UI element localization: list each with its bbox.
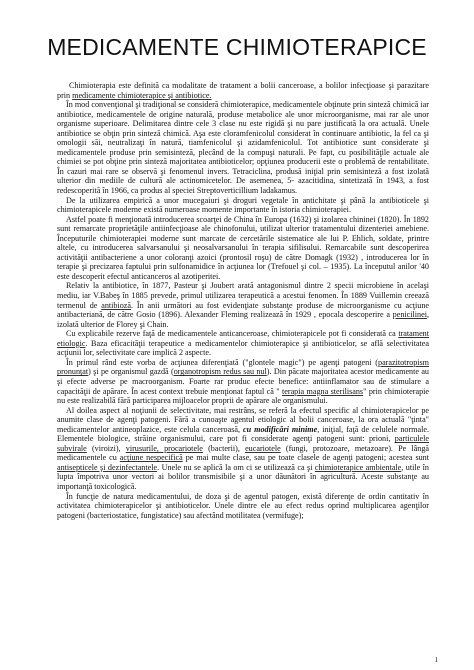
underlined-term: terapia magna sterilisans xyxy=(282,386,364,396)
text-run: În mod convenţional şi tradiţional se consideră chimioterapice, medicamentele obţinute prin sinteză chimică iar antibiotice, medicamentele de origine naturală, produse metabolice ale unor microorganisme, mai rar ale unor organisme superioare. Delimitarea dintre cele 3 clase nu este rigidă şi nu pare justificată la ora actuală. Unele antibiotice se obţin prin sinteză chimică. Aşa este cloramfenicolul considerat în continuare antibiotic, la fel ca şi omologii săi, neutralizaţi în natură, tiamfenicolul şi azidamfenicolul. Tot antibiotice sunt considerate şi medicamentele produse prin semisinteză, plecând de la compuşi naturali. Pe fapt, cu posibilităţile actuale ale chimiei se pot obţine prin sinteză majoritatea antibioticelor; opţiunea producerii este o problemă de rentabilitate. În cazuri mai rare se observă şi fenomenul invers. Tetraciclina, produsă iniţial prin semisinteză a fost izolată ulterior din mediile de cultură ale actinomicetelor. De asemenea, 5- azacitidina, sintetizată în 1943, a fost redescoperită în 1966, ca produs al speciei Streptoverticillium ladakamus. xyxy=(57,100,429,196)
paragraph-2 xyxy=(57,100,429,195)
text-run: Astfel poate fi menţionată introducerea scoarţei de China în Europa (1632) şi izolarea chininei (1820). În 1892 sunt remarcate proprietăţile antiinfecţioase ale chinofonului, utilizat ulterior tratamentului dizenteriei amebiene. Începuturile chimioterapiei moderne sunt marcate de cercetările sistematice ale lui P. Ehlich, soldate, printre altele, cu introducerea salvarsanului şi neosalvarsanului în terapia sifilisului. Remarcabile sunt descoperirea activităţii antibacteriene a unor coloranţi azoici (prontosil roşu) de către Domagk (1932) , introducerea lor în terapie şi precizarea faptului prin sulfonamidice în acţiunea lor (Trefouel şi col. – 1935). La începutul anilor '40 este descoperit efectul anticanceros al azotiperitei. xyxy=(57,214,429,281)
text-run: (bacterii), xyxy=(202,443,246,453)
paragraph-5 xyxy=(57,281,429,329)
text-run: . În anii următori au fost evidenţiate substanţe produse de microorganisme cu acţiune antibacteriană, de către Gosio (1896). Alexander Fleming realizează în 1929 , epocala descoperire a xyxy=(57,300,429,320)
paragraph-8 xyxy=(57,406,429,492)
text-run: (fungi, protozoare, metazoare). Pe lângă medicamentele cu xyxy=(57,443,430,463)
underlined-term: antibioză xyxy=(101,300,132,310)
document-title: MEDICAMENTE CHIMIOTERAPICE xyxy=(47,34,427,60)
underlined-term: antisepticele şi dezinfectantele xyxy=(57,462,158,472)
underlined-term: medicamente chimioterapice şi antibiotice. xyxy=(72,90,212,100)
underlined-term: eucariotele xyxy=(245,443,281,453)
paragraph-7 xyxy=(57,358,429,406)
underlined-term: penicilinei xyxy=(392,310,427,320)
underlined-term: particulele subvirale xyxy=(57,434,429,453)
text-run: ) şi pe organismul gazdă ( xyxy=(88,367,174,377)
text-run: , iniţial, faţă de celulele normale. Elementele biologice, străine organismului, care pot fi considerate agenţi patogeni sunt: prioni, xyxy=(57,424,429,444)
page-number: 1 xyxy=(434,656,438,664)
text-run: . Baza eficacităţii terapeutice a medicamentelor chimioterapice şi antibioticelor, se află selectivitatea acţiunii lor, selectivitate care implică 2 aspecte. xyxy=(57,338,429,358)
paragraph-6 xyxy=(57,329,429,358)
text-run: (viroizi), xyxy=(86,443,126,453)
underlined-term: chimioterapice ambientale xyxy=(314,462,402,472)
underlined-term: organotropism redus sau nul xyxy=(173,367,267,377)
text-run: " prin chimioterapie nu este realizabilă fără participarea mijloacelor proprii de apărare ale organismului. xyxy=(57,386,429,406)
text-run: . Unele nu se aplică la om ci se utilizează ca şi xyxy=(157,462,315,472)
text-run: pe mai multe clase, sau pe toate clasele de agenţi patogeni; acestea sunt xyxy=(182,453,429,463)
underlined-term: virusurile, procariotele xyxy=(125,443,203,453)
text-run: Relativ la antibiotice, în 1877, Pasteur şi Joubert arată antagonismul dintre 2 specii microbiene în acelaşi mediu, iar V.Babeş în 1885 prevede, primul utilizarea terapeutică a acestui fenomen. În 1889 Vuillemin creează termenul de xyxy=(57,281,429,310)
text-run: , izolată ulterior de Florey şi Chain. xyxy=(57,310,429,329)
underlined-term: acţiune nespecifică xyxy=(119,453,183,463)
text-run: Al doilea aspect al noţiunii de selectivitate, mai restrâns, se referă la efectul specific al chimioterapicelor pe anumite clase de agenţi patogeni. Fără a cunoaşte agentul etiologic al bolii canceroase, la ora actuală "ţinta" medicamentelor antineoplazice, este celula canceroasă, xyxy=(57,405,429,434)
text-run: ). Din păcate majoritatea acestor medicamente au şi efecte adverse pe macroorganism. Foarte rar produc efecte benefice: antiinflamator sau de stimulare a capacităţii de apărare. În acest context trebuie menţionat faptul că " xyxy=(57,367,429,396)
text-run: , utile în lupta împotriva unor vectori ai bolilor transmisibile şi a unor dăunători în agricultură. Aceste substanţe au importanţă toxicologică. xyxy=(57,462,429,491)
bold-italic-term: cu modificări minime xyxy=(243,424,318,434)
text-run: Cu explicabile rezerve faţă de medicamentele anticanceroase, chimioterapicele pot fi considerată ca xyxy=(66,329,399,339)
document-body xyxy=(57,81,429,520)
paragraph-4 xyxy=(57,215,429,282)
text-run: În funcţie de natura medicamentului, de doza şi de agentul patogen, există diferenţe de ordin cantitativ în activitatea chimioterapicelor şi antibioticelor. Unele dintre ele au efect redus oprind multiplicarea agenţilor patogeni (bacteriostatice, fungistatice) sau afectând motilitatea (vermifuge); xyxy=(57,491,429,520)
text-run: În primul rând este vorba de acţiunea diferenţiată ("glontele magic") pe agenţi patogeni ( xyxy=(66,357,378,367)
paragraph-3 xyxy=(57,196,429,215)
paragraph-1 xyxy=(57,81,429,100)
underlined-term: parazitotropism pronunţat xyxy=(57,357,429,377)
paragraph-9 xyxy=(57,492,429,521)
text-run: Chimioterapia este definită ca modalitate de tratament a bolii canceroase, a bolilor infecţioase şi parazitare prin xyxy=(57,81,429,100)
underlined-term: tratament etiologic xyxy=(57,329,429,348)
text-run: De la utilizarea empirică a unor mucegaiuri şi droguri vegetale în antichitate şi până la antibioticele şi chimioterapicele moderne există numeroase momente importante în istoria chimioterapiei. xyxy=(57,195,429,215)
